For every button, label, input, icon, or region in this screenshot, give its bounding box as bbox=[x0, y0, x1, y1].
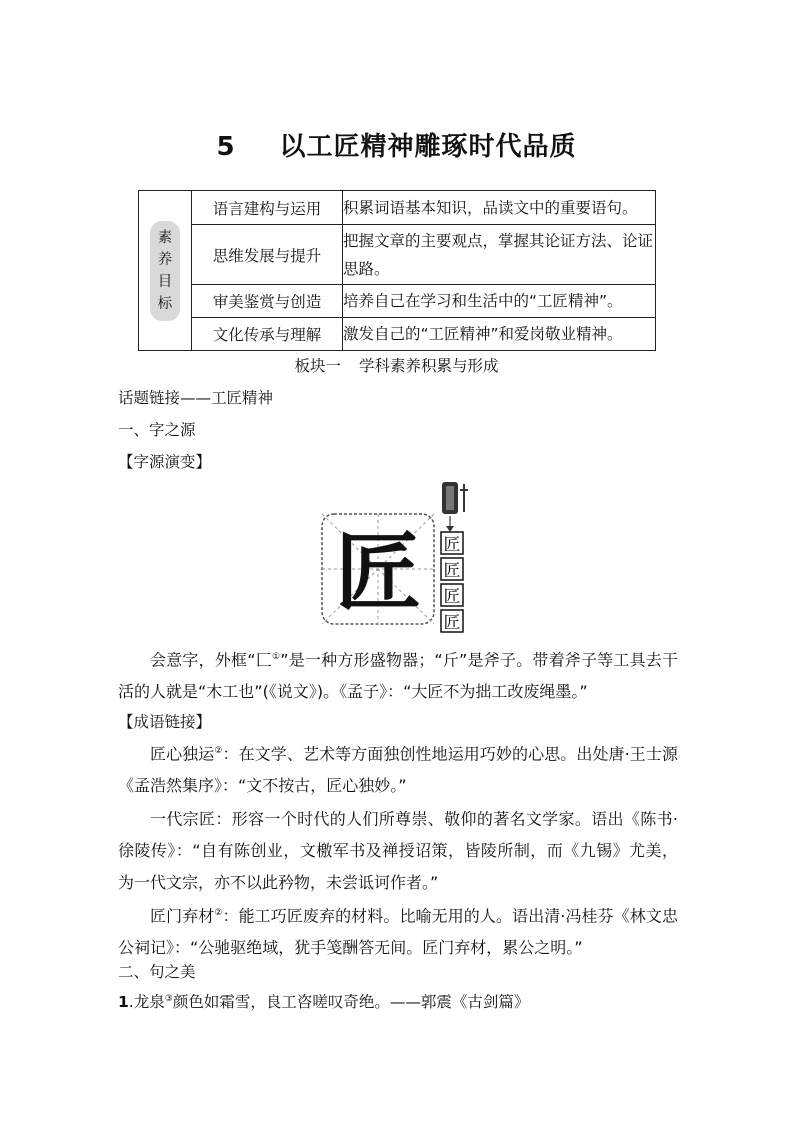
goal-description: 激发自己的“工匠精神”和爱岗敬业精神。 bbox=[343, 318, 656, 351]
side-char: 素 bbox=[157, 229, 173, 246]
arrow-head bbox=[446, 526, 454, 532]
section-title bbox=[0, 354, 793, 376]
goal-description: 积累词语基本知识，品读文中的重要语句。 bbox=[343, 191, 656, 225]
sentence-item: 1.龙泉③颜色如霜雪，良工咨嗟叹奇绝。——郭震《古剑篇》 bbox=[118, 993, 530, 1011]
goals-side-label bbox=[139, 191, 192, 351]
page-title bbox=[0, 126, 793, 163]
character-evolution-illustration bbox=[320, 478, 480, 638]
goal-ability: 语言建构与运用 bbox=[192, 191, 343, 225]
idiom-entry: 匠心独运②：在文学、艺术等方面独创性地运用巧妙的心思。出处唐·王士源《孟浩然集序》：“文不按古，匠心独妙。” bbox=[118, 744, 678, 795]
goal-row bbox=[139, 225, 656, 285]
side-char: 养 bbox=[157, 251, 173, 268]
heading-sentence-beauty: 二、句之美 bbox=[118, 963, 196, 981]
idiom-entry: 一代宗匠：形容一个时代的人们所尊崇、敬仰的著名文学家。语出《陈书·徐陵传》：“自有陈创业，文檄军书及禅授诏策，皆陵所制，而《九锡》尤美，为一代文宗，亦不以此矜物，未尝诋诃作者。” bbox=[118, 809, 678, 892]
goal-description: 把握文章的主要观点，掌握其论证方法、论证思路。 bbox=[343, 225, 656, 285]
evolution-form: 匠 bbox=[443, 535, 461, 555]
goal-row bbox=[139, 285, 656, 318]
side-char: 目 bbox=[157, 273, 173, 290]
lesson-number: 5 bbox=[216, 132, 236, 162]
bracket-heading-evolution: 【字源演变】 bbox=[118, 453, 212, 471]
bracket-heading-idioms: 【成语链接】 bbox=[118, 713, 212, 731]
idiom-list bbox=[118, 736, 678, 963]
heading-character-origin: 一、字之源 bbox=[118, 421, 196, 439]
evolution-forms bbox=[441, 532, 463, 633]
goal-description: 培养自己在学习和生活中的“工匠精神”。 bbox=[343, 285, 656, 318]
goal-row bbox=[139, 191, 656, 225]
main-character: 匠 bbox=[335, 522, 421, 623]
side-char: 标 bbox=[157, 295, 173, 312]
section-name: 学科素养积累与形成 bbox=[359, 357, 499, 375]
topic-link: 话题链接——工匠精神 bbox=[118, 389, 274, 407]
goal-ability: 审美鉴赏与创造 bbox=[192, 285, 343, 318]
evolution-form: 匠 bbox=[443, 561, 461, 581]
goal-row bbox=[139, 318, 656, 351]
idiom-entry: 匠门弃材②：能工巧匠废弃的材料。比喻无用的人。语出清·冯桂芬《林文忠公祠记》：“公驰驱绝域，犹手笺酬答无间。匠门弃材，累公之明。” bbox=[118, 906, 678, 957]
goal-ability: 文化传承与理解 bbox=[192, 318, 343, 351]
character-explanation: 会意字，外框“匚①”是一种方形盛物器；“斤”是斧子。带着斧子等工具去干活的人就是“木工也”(《说文》)。《孟子》：“大匠不为拙工改废绳墨。” bbox=[118, 650, 678, 701]
section-part: 板块一 bbox=[294, 357, 341, 375]
evolution-form: 匠 bbox=[443, 613, 461, 633]
literacy-goals-table bbox=[138, 190, 656, 351]
goal-ability: 思维发展与提升 bbox=[192, 225, 343, 285]
evolution-form: 匠 bbox=[443, 587, 461, 607]
lesson-title: 以工匠精神雕琢时代品质 bbox=[279, 132, 577, 162]
